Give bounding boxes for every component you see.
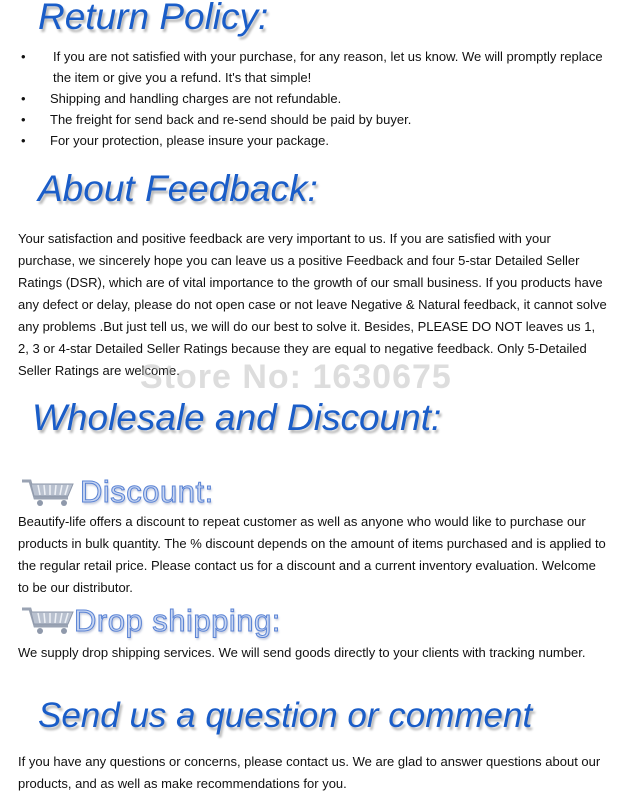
discount-text: Beautify-life offers a discount to repeat customer as well as anyone who would like to purchase our products in bulk quantity. The % discount depends on the amount of items purchased and is applied to the regular retail price. Please contact us for a discount and a current inventory evaluation. Welcome to be our distributor. [18,514,606,595]
shopping-cart-icon [20,478,76,508]
discount-heading: Discount: [80,474,214,509]
shopping-cart-icon [20,606,76,636]
return-policy-item-text: If you are not satisfied with your purchase, for any reason, let us know. We will promptly replace the item or give you a refund. It's that simple! [53,49,603,85]
drop-shipping-text: We supply drop shipping services. We will send goods directly to your clients with tracking number. [18,645,586,660]
contact-text: If you have any questions or concerns, please contact us. We are glad to answer questions about our products, and as well as make recommendations for you. [18,754,601,791]
list-item [18,109,618,130]
bullet-icon: • [21,91,26,106]
wholesale-heading: Wholesale and Discount: [32,397,442,438]
about-feedback-heading: About Feedback: [38,168,318,209]
return-policy-item-text: The freight for send back and re-send should be paid by buyer. [50,112,412,127]
list-item [18,46,618,88]
drop-shipping-heading: Drop shipping: [74,603,281,638]
bullet-icon: • [21,133,26,148]
bullet-icon: • [21,112,26,127]
list-item [18,88,618,109]
list-item [18,130,618,151]
contact-heading: Send us a question or comment [38,696,533,735]
return-policy-heading: Return Policy: [38,0,269,37]
return-policy-item-text: For your protection, please insure your package. [50,133,329,148]
store-watermark: Store No: 1630675 [140,358,452,396]
return-policy-item-text: Shipping and handling charges are not refundable. [50,91,342,106]
about-feedback-text: Your satisfaction and positive feedback are very important to us. If you are satisfied with your purchase, we sincerely hope you can leave us a positive Feedback and four 5-star Detailed Seller Ratings (DSR), which are of vital importance to the growth of our small business. If you products have any defect or delay, please do not open case or not leave Negative & Natural feedback, it cannot solve any problems .But just tell us, we will do our best to solve it. Besides, PLEASE DO NOT leaves us 1, 2, 3 or 4-star Detailed Seller Ratings because they are equal to negative feedback. Only 5-Detailed Seller Ratings are welcome. [18,231,607,378]
bullet-icon: • [21,49,26,64]
return-policy-list [18,46,618,151]
